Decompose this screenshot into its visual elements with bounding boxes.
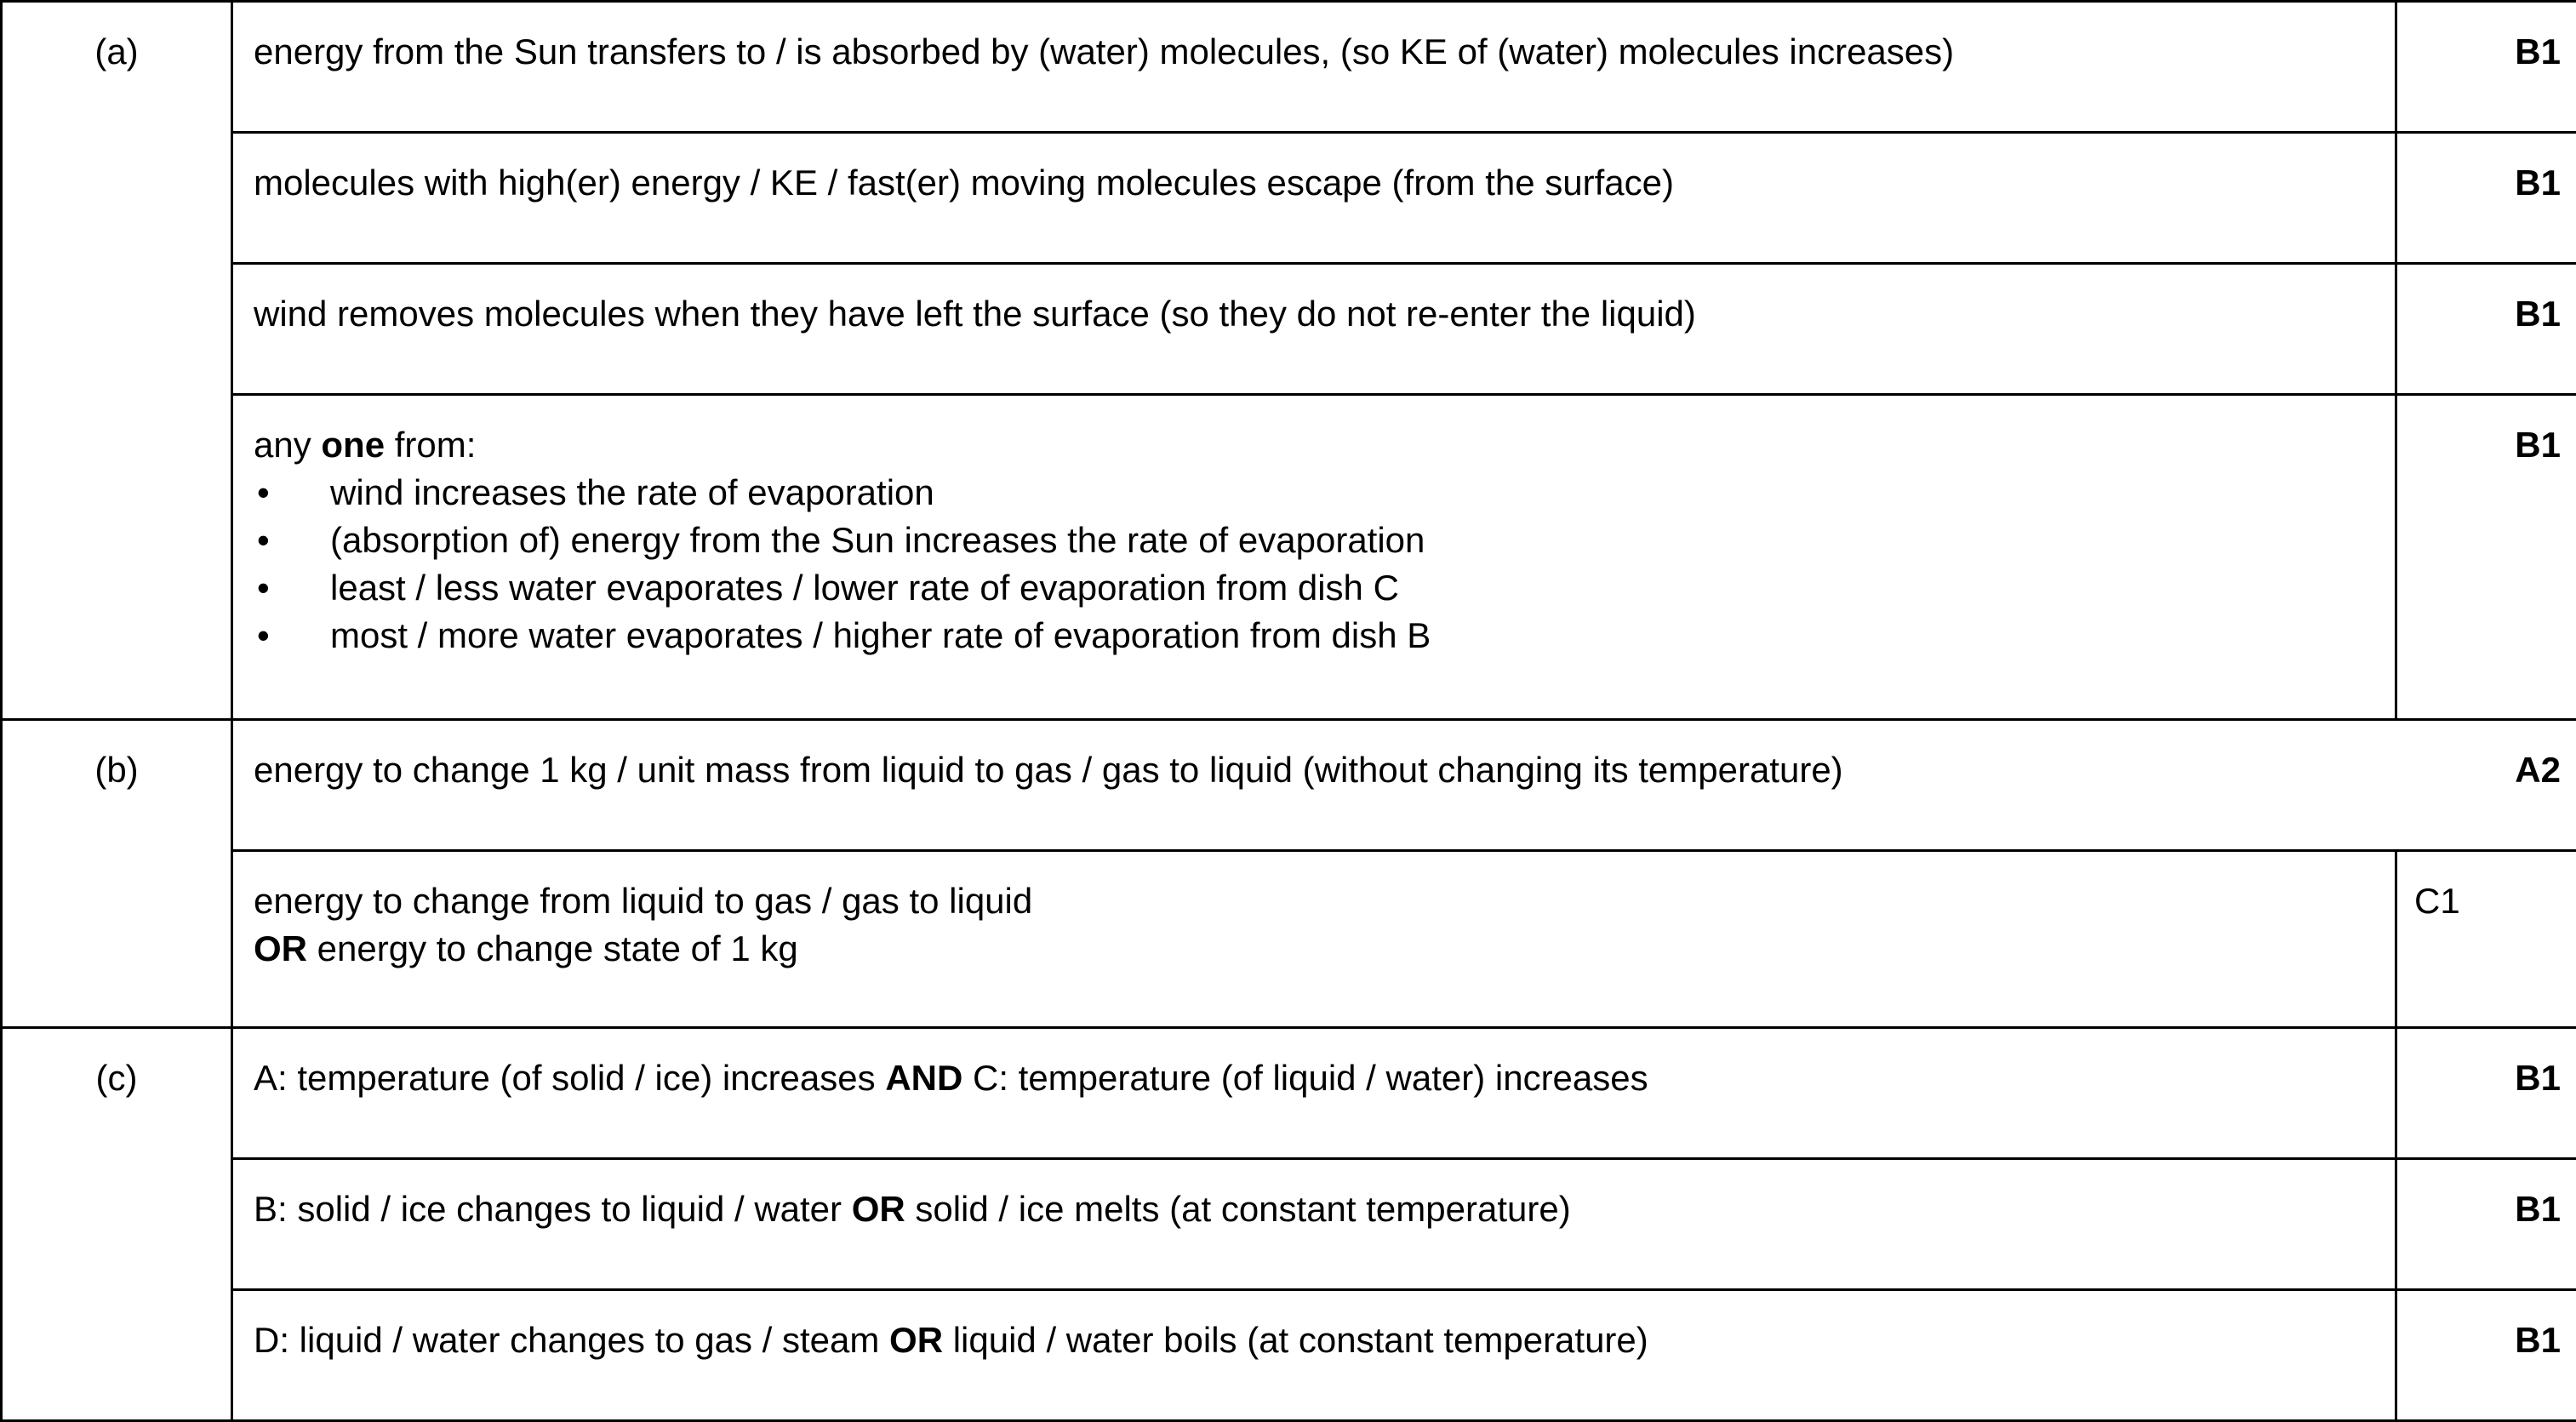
bullet-item [254, 469, 2374, 517]
table-row [2, 1028, 2576, 1159]
lead-text: any [254, 425, 321, 465]
bullet-item [254, 517, 2374, 564]
answer-text: solid / ice melts (at constant temperature) [905, 1189, 1571, 1229]
answer-text: energy to change 1 kg / unit mass from liquid to gas / gas to liquid (without changing its temperature) [254, 750, 1843, 790]
answer-text: D: liquid / water changes to gas / steam [254, 1320, 889, 1360]
mark-cell: B1 [2396, 395, 2576, 720]
mark-cell: B1 [2396, 264, 2576, 395]
mark-cell: B1 [2396, 2, 2576, 133]
part-label-a: (a) [2, 2, 232, 720]
bullet-text: most / more water evaporates / higher rate of evaporation from dish B [330, 615, 1431, 655]
mark-cell: B1 [2396, 133, 2576, 264]
part-label-c: (c) [2, 1028, 232, 1421]
answer-emphasis: OR [889, 1320, 943, 1360]
mark-cell: C1 [2396, 851, 2576, 1028]
bullet-icon: • [257, 469, 270, 517]
answer-cell [232, 395, 2396, 720]
answer-cell [232, 1028, 2396, 1159]
table-row [2, 395, 2576, 720]
answer-line [254, 925, 2374, 973]
answer-text: energy to change state of 1 kg [307, 928, 798, 968]
lead-emphasis: one [321, 425, 385, 465]
answer-text: C: temperature (of liquid / water) increases [962, 1058, 1648, 1098]
table-row [2, 133, 2576, 264]
answer-cell [232, 1159, 2396, 1290]
answer-lead [254, 421, 2374, 469]
answer-text: A: temperature (of solid / ice) increases [254, 1058, 885, 1098]
answer-cell [232, 851, 2396, 1028]
answer-cell: molecules with high(er) energy / KE / fast(er) moving molecules escape (from the surface) [232, 133, 2396, 264]
table-row [2, 851, 2576, 1028]
mark-cell: B1 [2396, 1159, 2576, 1290]
answer-cell: energy from the Sun transfers to / is absorbed by (water) molecules, (so KE of (water) molecules increases) [232, 2, 2396, 133]
answer-cell: wind removes molecules when they have left the surface (so they do not re-enter the liquid) [232, 264, 2396, 395]
mark-cell: A2 [2515, 746, 2561, 794]
table-row [2, 1159, 2576, 1290]
answer-emphasis: OR [852, 1189, 905, 1229]
answer-text: liquid / water boils (at constant temperature) [943, 1320, 1648, 1360]
answer-emphasis: OR [254, 928, 307, 968]
bullet-item [254, 612, 2374, 660]
bullet-list [254, 469, 2374, 660]
part-label-b: (b) [2, 720, 232, 1028]
answer-line: energy to change from liquid to gas / gas to liquid [254, 877, 2374, 925]
table-row [2, 720, 2576, 851]
mark-cell: B1 [2396, 1290, 2576, 1421]
bullet-text: least / less water evaporates / lower rate of evaporation from dish C [330, 568, 1399, 608]
answer-emphasis: AND [885, 1058, 962, 1098]
table-row [2, 2, 2576, 133]
bullet-icon: • [257, 612, 270, 660]
table-row [2, 1290, 2576, 1421]
bullet-text: wind increases the rate of evaporation [330, 472, 934, 512]
table-row [2, 264, 2576, 395]
lead-text: from: [385, 425, 476, 465]
mark-cell: B1 [2396, 1028, 2576, 1159]
answer-text: B: solid / ice changes to liquid / water [254, 1189, 852, 1229]
bullet-text: (absorption of) energy from the Sun increases the rate of evaporation [330, 520, 1425, 560]
answer-cell [232, 720, 2576, 851]
bullet-icon: • [257, 517, 270, 564]
answer-cell [232, 1290, 2396, 1421]
bullet-icon: • [257, 564, 270, 612]
bullet-item [254, 564, 2374, 612]
